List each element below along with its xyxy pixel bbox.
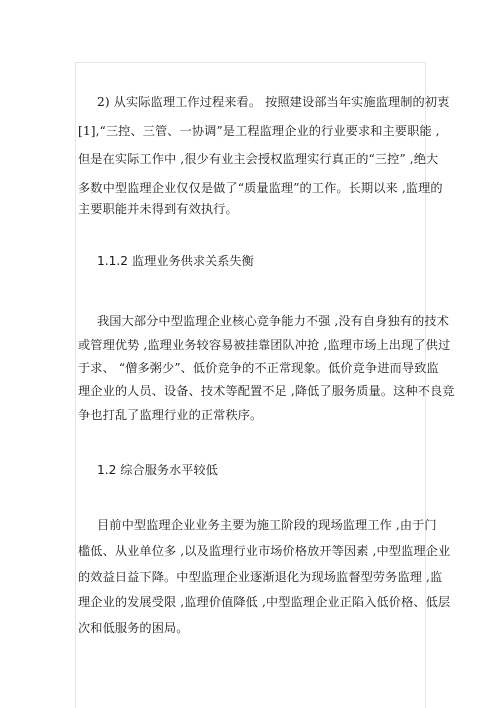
paragraph-2-line-4: 理企业的人员、设备、技术等配置不足 ,降低了服务质量。这种不良竞 (78, 384, 455, 398)
paragraph-2-line-2: 或管理优势 ,监理业务较容易被挂靠团队冲抢 ,监理市场上出现了供过 (78, 338, 451, 352)
section-heading-1-2: 1.2 综合服务水平较低 (97, 463, 218, 477)
paragraph-1-line-2: [1],“三控、三管、一协调”是工程监理企业的行业要求和主要职能 , (78, 124, 440, 138)
paragraph-2-line-5: 争也打乱了监理行业的正常秩序。 (78, 408, 263, 422)
section-heading-1-1-2: 1.1.2 监理业务供求关系失衡 (97, 254, 254, 268)
paragraph-1-line-3: 但是在实际工作中 ,很少有业主会授权监理实行真正的“三控” ,绝大 (78, 152, 439, 166)
paragraph-2-line-3: 于求、 “僧多粥少”、低价竞争的不正常现象。低价竞争进而导致监 (78, 361, 439, 375)
paragraph-1-line-5: 主要职能并未得到有效执行。 (78, 202, 238, 216)
paragraph-3-line-2: 槛低、从业单位多 ,以及监理行业市场价格放开等因素 ,中型监理企业 (78, 544, 451, 558)
paragraph-3-line-5: 次和低服务的困局。 (78, 621, 189, 635)
page-border-top (75, 62, 425, 63)
paragraph-1-line-1: 2) 从实际监理工作过程来看。 按照建设部当年实施监理制的初衷 (97, 95, 450, 109)
paragraph-1-line-4: 多数中型监理企业仅仅是做了“质量监理”的工作。长期以来 ,监理的 (78, 181, 443, 195)
paragraph-3-line-1: 目前中型监理企业业务主要为施工阶段的现场监理工作 ,由于门 (97, 518, 437, 532)
paragraph-2-line-1: 我国大部分中型监理企业核心竞争能力不强 ,没有自身独有的技术 (97, 314, 449, 328)
paragraph-3-line-3: 的效益日益下降。中型监理企业逐渐退化为现场监督型劳务监理 ,监 (78, 570, 443, 584)
paragraph-3-line-4: 理企业的发展受限 ,监理价值降低 ,中型监理企业正陷入低价格、低层 (78, 595, 451, 609)
page-border-left (75, 62, 76, 708)
